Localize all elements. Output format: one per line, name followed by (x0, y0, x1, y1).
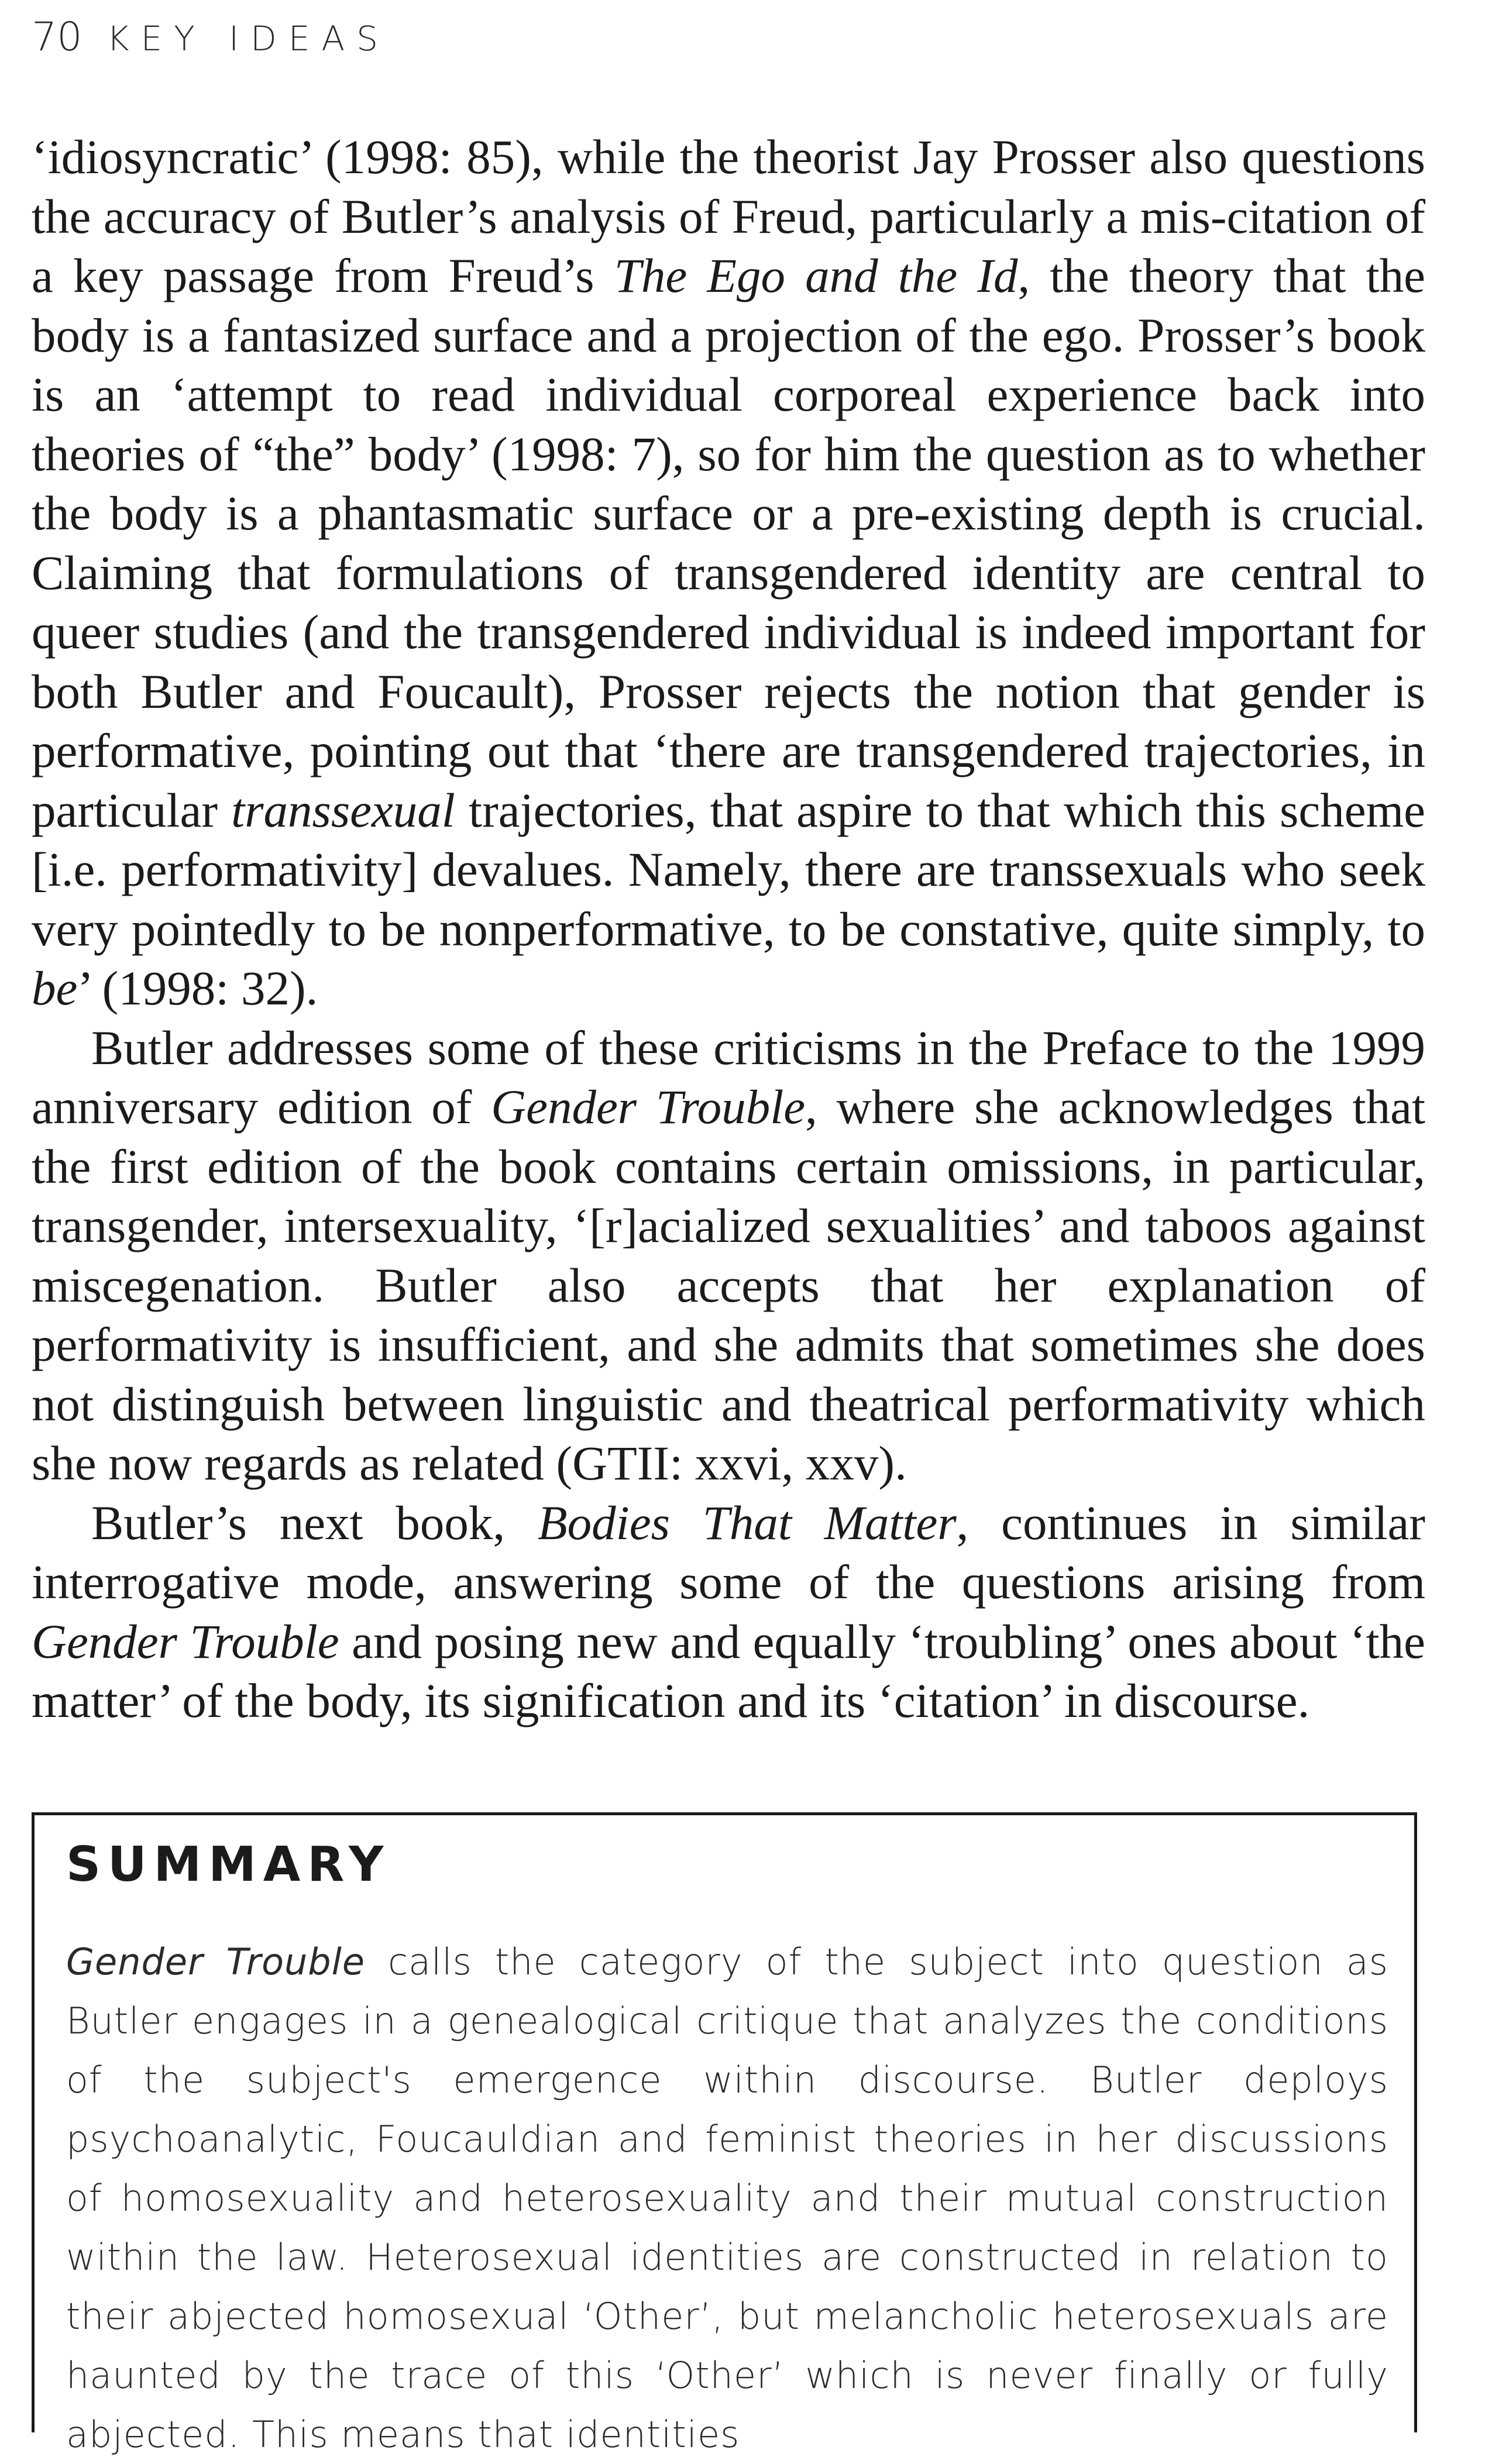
summary-heading: SUMMARY (66, 1837, 391, 1892)
paragraph-1-text-b: , the theory that the body is a fantasized surface and a projection of the ego. Prosser’s book is an ‘attempt to read individual corporeal experience back into theories of “the” body’ (1998: 7), so for him the question as to whether the body is a phantasmatic surface or a pre-existing depth is crucial. Claiming that formulations of transgendered identity are central to queer studies (and the transgendered individual is indeed important for both Butler and Foucault), Prosser rejects the notion that gender is performative, pointing out that ‘there are transgendered trajectories, in particular (32, 249, 1425, 837)
book-title-bodies-that-matter: Bodies That Matter (537, 1495, 957, 1550)
emphasis-be: be (32, 961, 78, 1015)
paragraph-3-text-a: Butler’s next book, (91, 1495, 538, 1550)
paragraph-1-text-c: trajectories, that aspire to that which this scheme [i.e. performativity] devalues. Namely, there are transsexuals who seek very pointedly to be nonperformative, to be constative, quite simply, to (32, 783, 1425, 956)
paragraph-3 (32, 1493, 1425, 1731)
paragraph-1-text-a: ‘idiosyncratic’ (1998: 85), while the theorist Jay Prosser also questions the accuracy of Butler’s analysis of Freud, particularly a mis-citation of a key passage from Freud’s (32, 130, 1425, 302)
book-title-ego-and-id: The Ego and the Id (614, 249, 1018, 302)
book-title-gender-trouble: Gender Trouble (491, 1080, 806, 1134)
paragraph-3-text-b: , continues in similar interrogative mode, answering some of the questions arising from (32, 1495, 1425, 1609)
paragraph-2-text-a: Butler addresses some of these criticisms in the Preface to the 1999 anniversary edition of (32, 1020, 1425, 1134)
main-text (32, 128, 1425, 1731)
paragraph-2-text-b: , where she acknowledges that the first edition of the book contains certain omissions, in particular, transgender, intersexuality, ‘[r]acialized sexualities’ and taboos against miscegenation. Butler also accepts that her explanation of performativity is insufficient, and she admits that sometimes she does not distinguish between linguistic and theatrical performativity which she now regards as related (GTII: xxvi, xxv). (32, 1080, 1425, 1490)
summary-body: calls the category of the subject into question as Butler engages in a genealogical critique that analyzes the conditions of the subject's emergence within discourse. Butler deploys psychoanalytic, Foucauldian and feminist theories in her discussions of homosexuality and heterosexuality and their mutual construction within the law. Heterosexual identities are constructed in relation to their abjected homosexual ‘Other’, but melancholic heterosexuals are haunted by the trace of this ‘Other’ which is never finally or fully abjected. This means that identities (66, 1940, 1388, 2456)
page-number: 70 (32, 14, 82, 60)
paragraph-2 (32, 1018, 1425, 1493)
paragraph-3-text-c: and posing new and equally ‘troubling’ ones about ‘the matter’ of the body, its signification and its ‘citation’ in discourse. (32, 1614, 1426, 1727)
page-header (32, 14, 390, 60)
summary-text (66, 1932, 1388, 2464)
paragraph-1-text-d: ’ (1998: 32). (77, 961, 318, 1015)
summary-book-title: Gender Trouble (66, 1940, 366, 1983)
emphasis-transsexual: transsexual (231, 783, 455, 837)
summary-box (32, 1812, 1417, 2456)
book-title-gender-trouble: Gender Trouble (32, 1614, 339, 1668)
running-head: KEY IDEAS (106, 19, 390, 58)
paragraph-1 (32, 128, 1425, 1018)
